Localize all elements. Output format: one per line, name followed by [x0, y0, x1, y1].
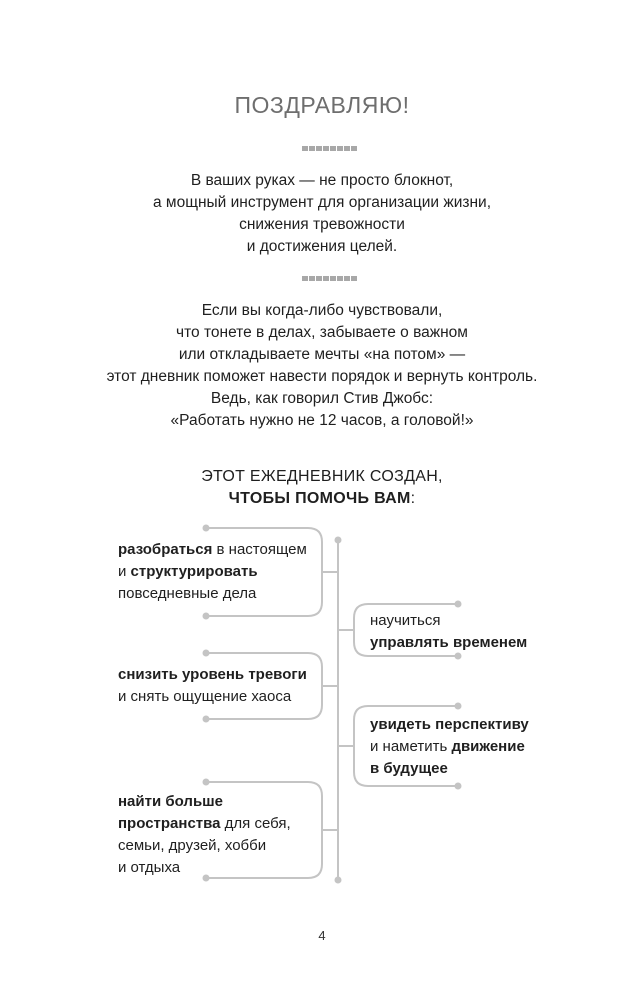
- intro-line: В ваших руках — не просто блокнот,: [190, 172, 454, 189]
- body-line: «Работать нужно не 12 часов, а головой!»: [170, 412, 474, 429]
- body-line: этот дневник поможет навести порядок и вернуть контроль.: [106, 368, 538, 385]
- page-number: 4: [318, 928, 326, 943]
- body-line: Если вы когда-либо чувствовали,: [201, 302, 443, 319]
- body-line: Ведь, как говорил Стив Джобс:: [210, 390, 434, 407]
- intro-line: а мощный инструмент для организации жизни,: [152, 194, 492, 211]
- body-line: или откладываете мечты «на потом» —: [178, 346, 466, 363]
- goal-item-structure: разобраться в настоящем и структурировать повседневные дела: [118, 541, 307, 602]
- goal-item-space: найти больше пространства для себя, семьи, друзей, хобби и отдыха: [118, 793, 291, 876]
- intro-line: и достижения целей.: [246, 238, 398, 255]
- goal-item-perspective: увидеть перспективу и наметить движение в будущее: [370, 716, 529, 777]
- body-line: что тонете в делах, забываете о важном: [176, 324, 468, 341]
- intro-line: снижения тревожности: [239, 216, 405, 233]
- goal-item-anxiety: снизить уровень тревоги и снять ощущение хаоса: [118, 666, 307, 705]
- purpose-colon: :: [410, 490, 416, 507]
- purpose-line1: ЭТОТ ЕЖЕДНЕВНИК СОЗДАН,: [201, 468, 443, 485]
- page-title: ПОЗДРАВЛЯЮ!: [234, 92, 410, 118]
- purpose-bold: ЧТОБЫ ПОМОЧЬ ВАМ: [228, 490, 411, 507]
- goal-item-time: научиться управлять временем: [370, 612, 528, 651]
